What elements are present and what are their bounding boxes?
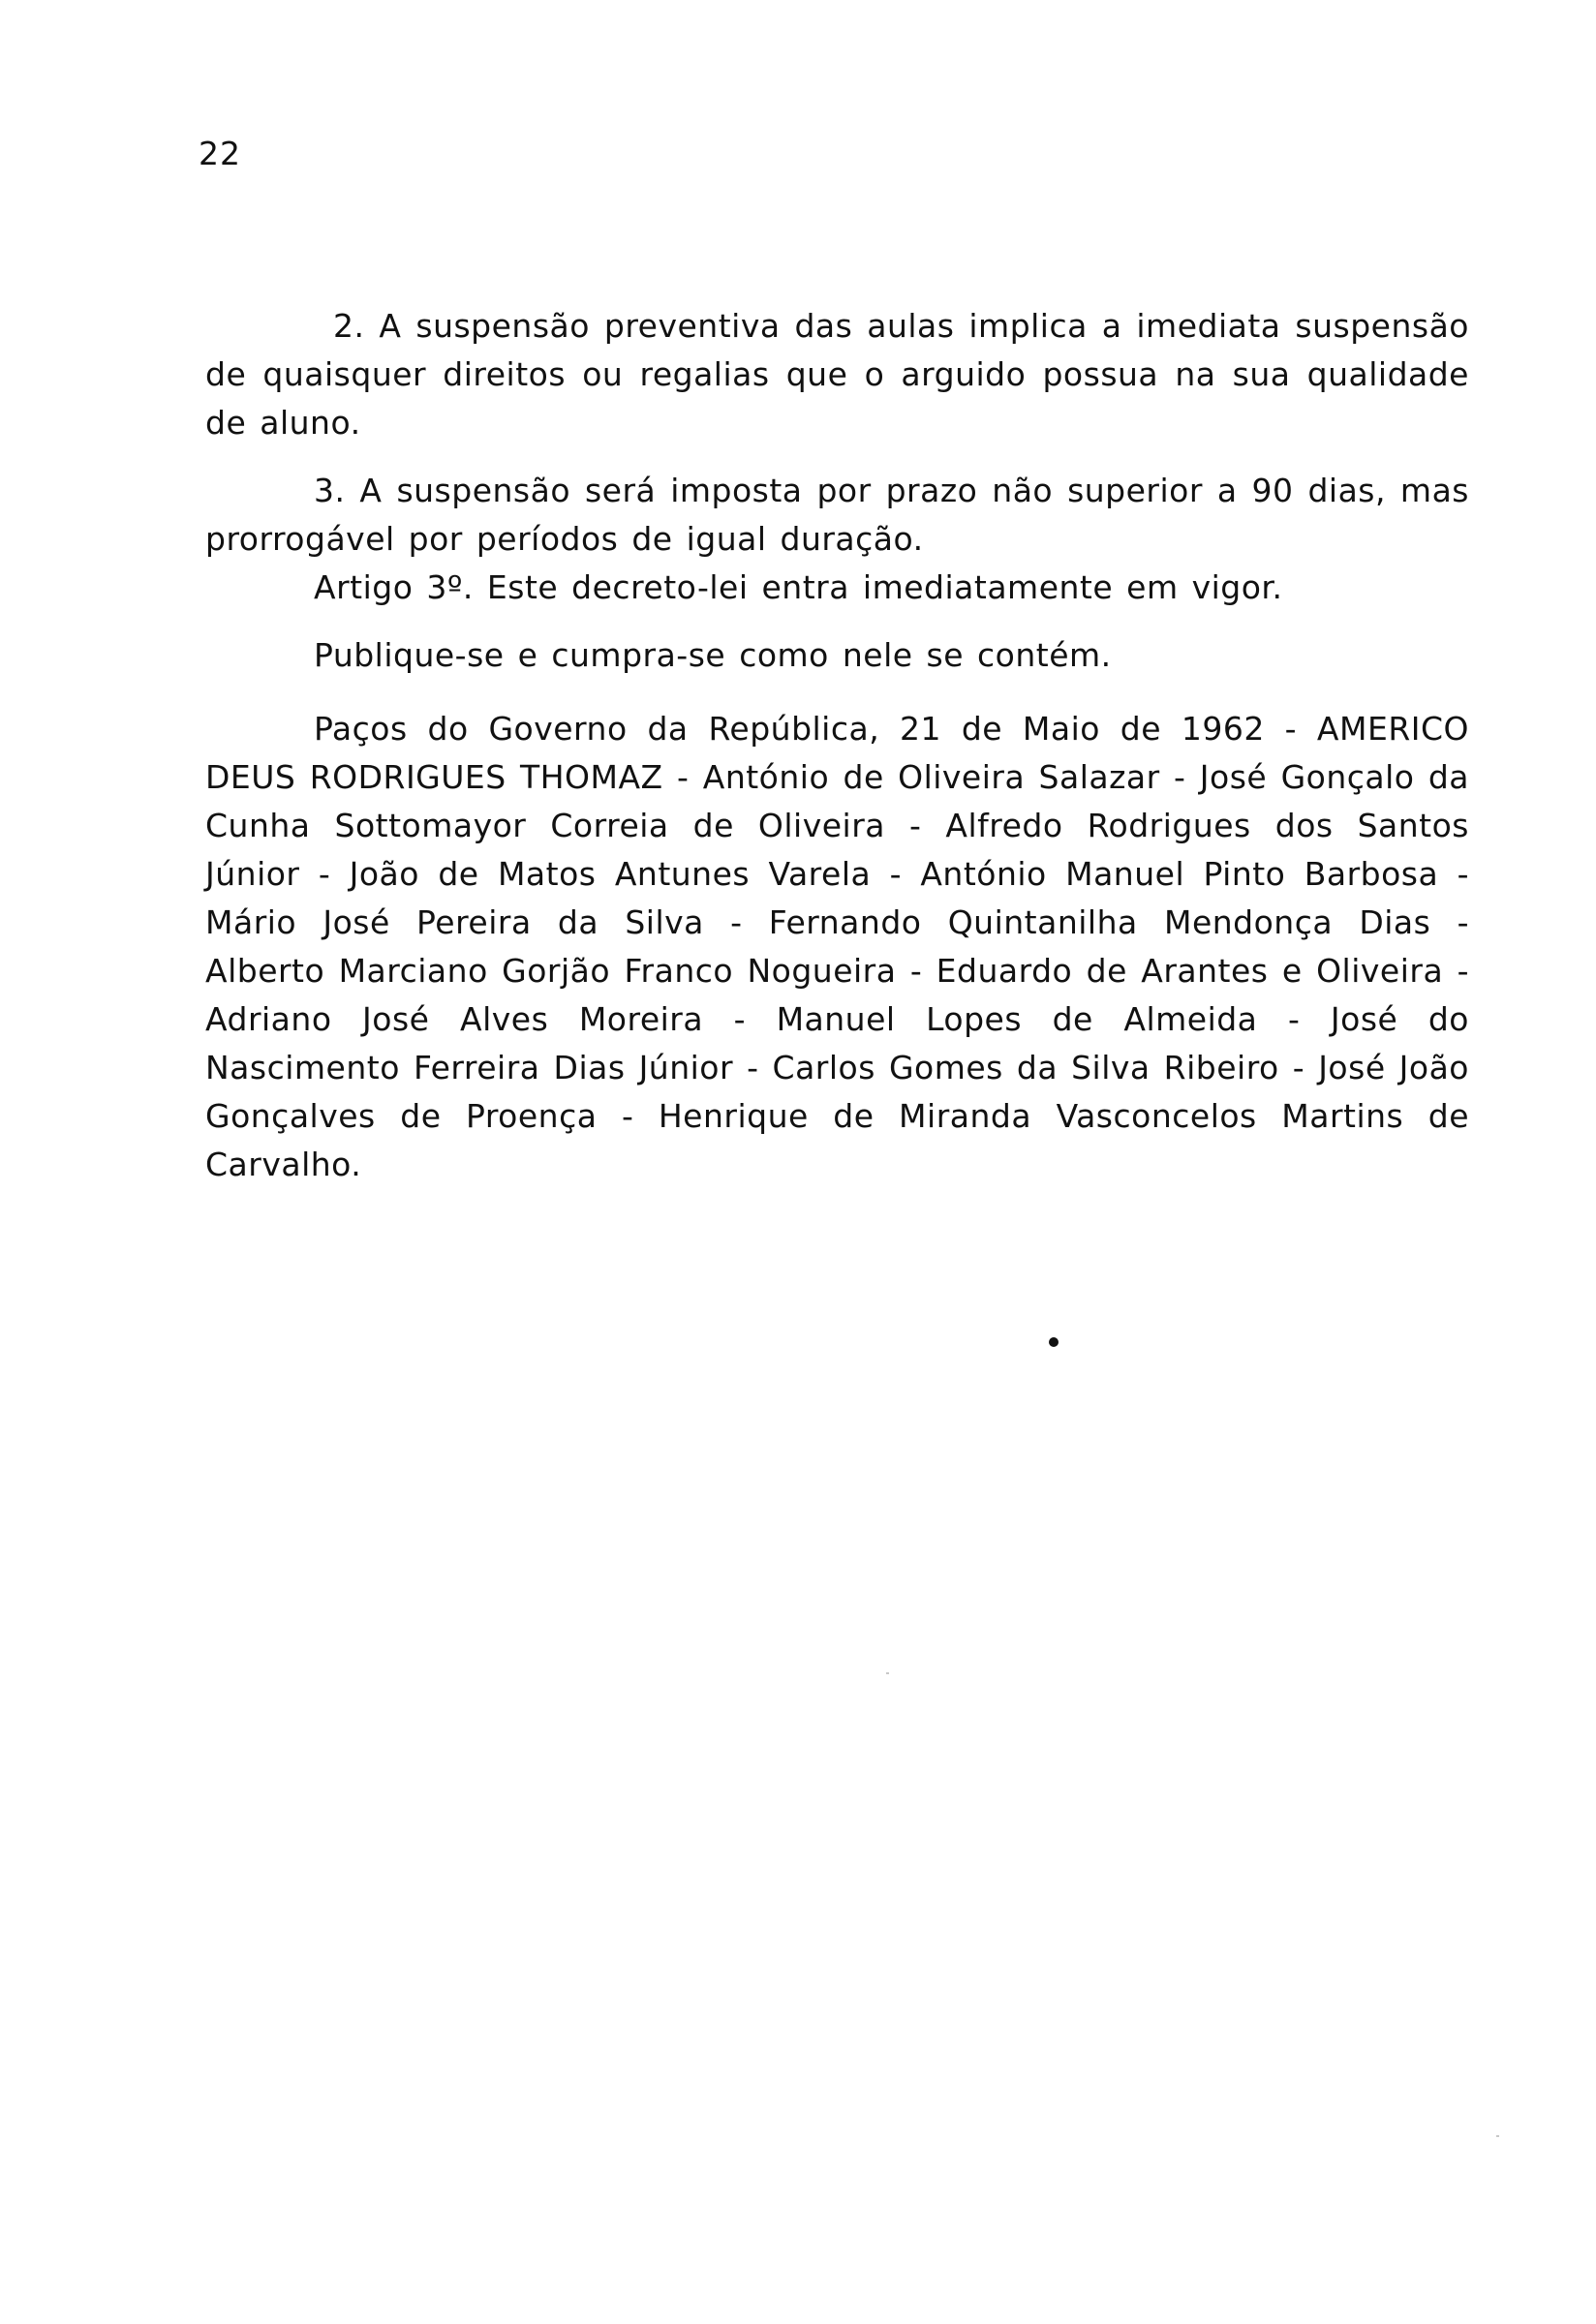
paragraph-suspension-rights: 2. A suspensão preventiva das aulas implica a imediata suspensão de quaisquer direitos ou regalias que o arguido possua na sua qualidade de aluno. bbox=[205, 307, 1469, 442]
ink-dot-mark bbox=[1049, 1337, 1059, 1347]
document-body bbox=[205, 302, 1469, 1189]
paragraph-publication: Publique-se e cumpra-se como nele se contém. bbox=[314, 636, 1112, 674]
paragraph-article-3: Artigo 3º. Este decreto-lei entra imediatamente em vigor. bbox=[314, 568, 1283, 606]
paper-speck bbox=[886, 1672, 889, 1674]
page-number: 22 bbox=[199, 135, 241, 172]
paragraph-signatories: Paços do Governo da República, 21 de Maio de 1962 - AMERICO DEUS RODRIGUES THOMAZ - António de Oliveira Salazar - José Gonçalo da Cunha Sottomayor Correia de Oliveira - Alfredo Rodrigues dos Santos Júnior - João de Matos Antunes Varela - António Manuel Pinto Barbosa - Mário José Pereira da Silva - Fernando Quintanilha Mendonça Dias - Alberto Marciano Gorjão Franco Nogueira - Eduardo de Arantes e Oliveira - Adriano José Alves Moreira - Manuel Lopes de Almeida - José do Nascimento Ferreira Dias Júnior - Carlos Gomes da Silva Ribeiro - José João Gonçalves de Proença - Henrique de Miranda Vasconcelos Martins de Carvalho. bbox=[205, 710, 1469, 1183]
paragraph-suspension-duration: 3. A suspensão será imposta por prazo não superior a 90 dias, mas prorrogável por períodos de igual duração. bbox=[205, 472, 1469, 558]
paper-speck bbox=[1496, 2135, 1499, 2137]
